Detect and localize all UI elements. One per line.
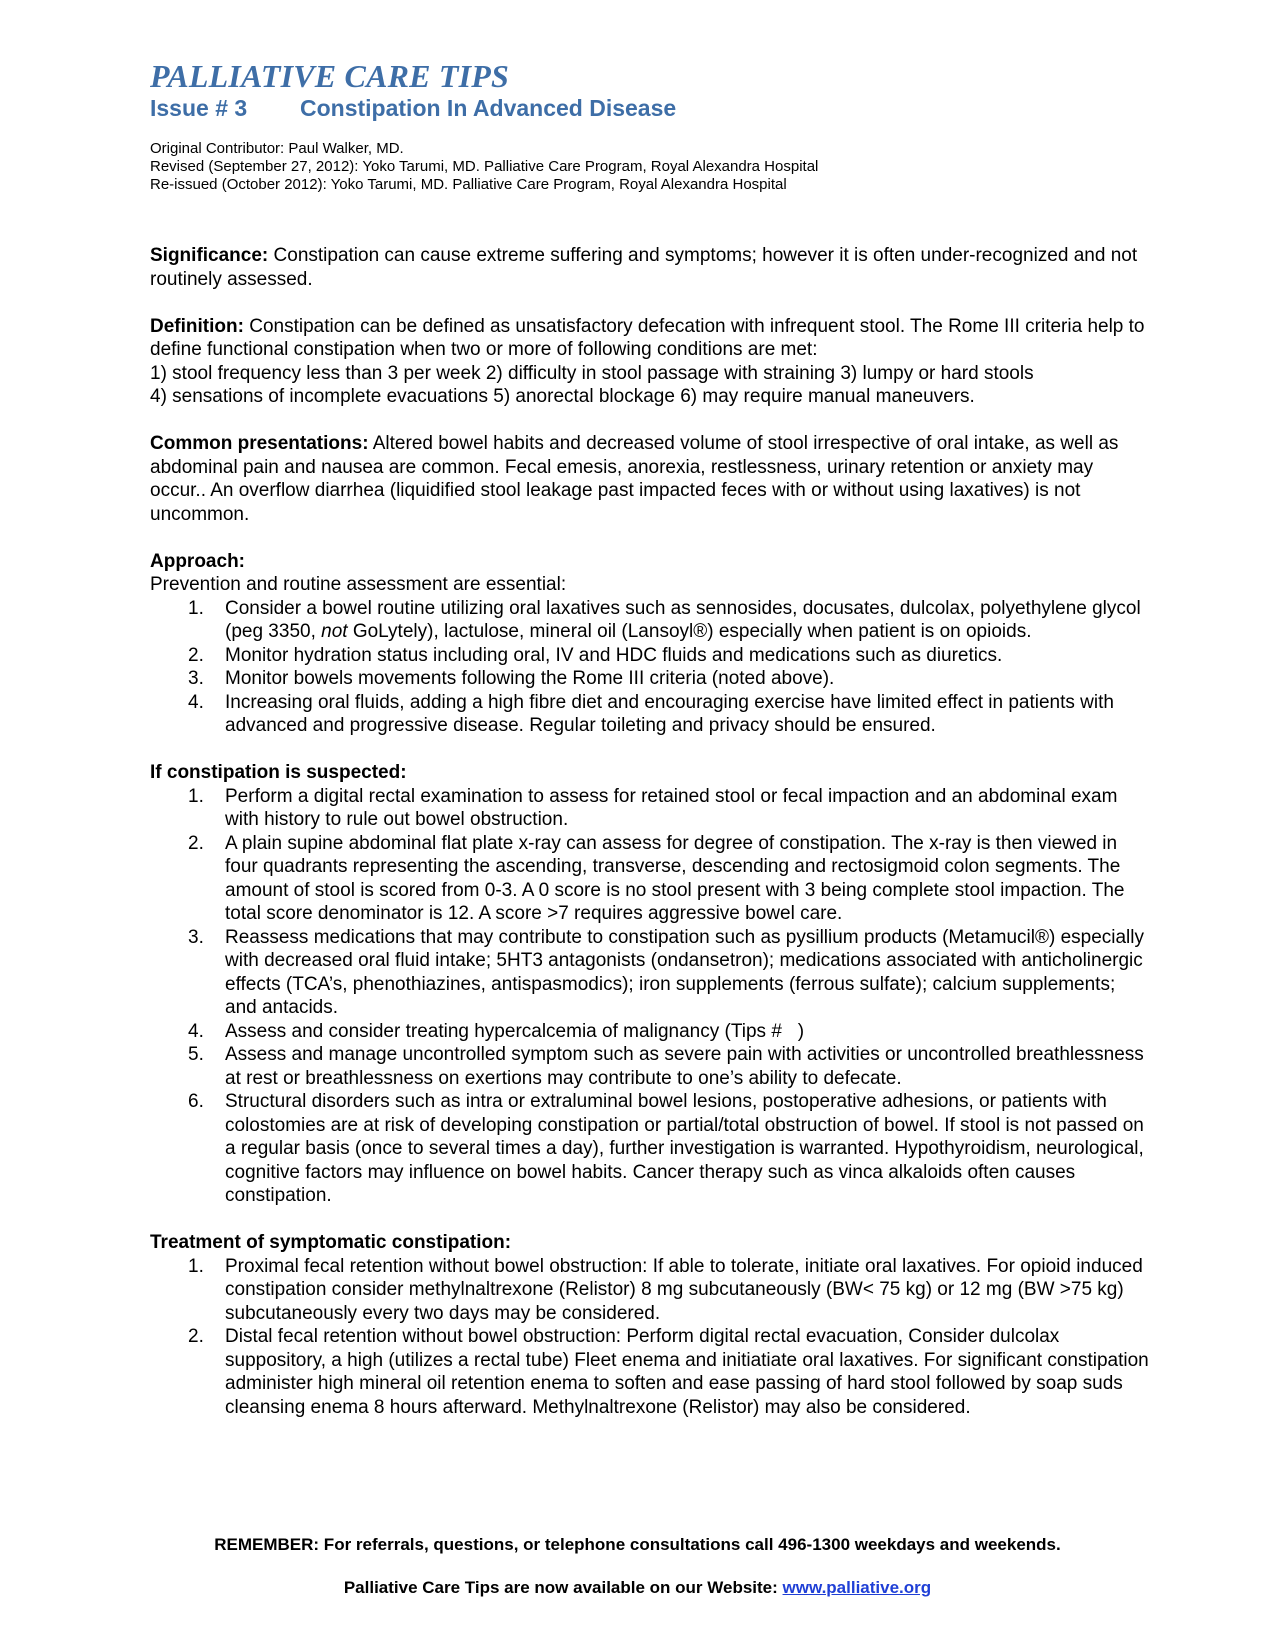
list-item-text: Proximal fecal retention without bowel obstruction: If able to tolerate, initiate oral laxatives. For opioid induced constipation consider methylnaltrexone (Relistor) 8 mg subcutaneously (BW< 75 kg) or 12 mg (BW >75 kg) subcutaneously every two days may be considered. (225, 1255, 1143, 1324)
definition-criteria-line-1: 1) stool frequency less than 3 per week 2) difficulty in stool passage with straining 3) lumpy or hard stools (150, 362, 1034, 384)
list-item (150, 785, 1150, 832)
definition-paragraph (150, 315, 1150, 409)
original-contributor: Original Contributor: Paul Walker, MD. (150, 140, 404, 157)
list-item-number: 2. (188, 1326, 204, 1347)
list-item (150, 644, 1150, 668)
website-text: Palliative Care Tips are now available on our Website: (343, 1578, 783, 1597)
list-item (150, 1325, 1150, 1419)
list-item-text: Perform a digital rectal examination to assess for retained stool or fecal impaction and an abdominal exam with history to rule out bowel obstruction. (225, 785, 1118, 830)
list-item (150, 691, 1150, 738)
treatment-section (150, 1231, 1150, 1419)
definition-criteria-line-2: 4) sensations of incomplete evacuations 5) anorectal blockage 6) may require manual maneuvers. (150, 386, 975, 407)
approach-list (150, 597, 1150, 738)
definition-text: Constipation can be defined as unsatisfactory defecation with infrequent stool. The Rome III criteria help to define functional constipation when two or more of following conditions are met: (150, 315, 1145, 360)
approach-heading: Approach: (150, 550, 245, 572)
list-item-text: A plain supine abdominal flat plate x-ray can assess for degree of constipation. The x-ray is then viewed in four quadrants representing the ascending, transverse, descending and rectosigmoid colon segments. The amount of stool is scored from 0-3. A 0 score is no stool present with 3 being complete stool impaction. The total score denominator is 12. A score >7 requires aggressive bowel care. (225, 832, 1125, 924)
list-item-number: 4. (188, 691, 204, 713)
emphasis-text: not (321, 621, 348, 642)
website-link[interactable]: www.palliative.org (782, 1578, 932, 1597)
list-item (150, 1255, 1150, 1326)
approach-section (150, 550, 1150, 738)
list-item (150, 1020, 1150, 1044)
list-item-text: Monitor bowels movements following the Rome III criteria (noted above). (225, 668, 835, 689)
list-item-number: 2. (188, 832, 204, 854)
list-item-text: Increasing oral fluids, adding a high fibre diet and encouraging exercise have limited effect in patients with advanced and progressive disease. Regular toileting and privacy should be ensured. (225, 691, 1114, 736)
list-item-text: GoLytely), lactulose, mineral oil (Lansoyl®) especially when patient is on opioids. (347, 621, 1032, 642)
contributors-block (150, 140, 1150, 194)
list-item-text: Monitor hydration status including oral, IV and HDC fluids and medications such as diuretics. (225, 644, 1003, 666)
document-page (150, 58, 1150, 1419)
significance-paragraph (150, 244, 1150, 291)
reissued-line: Re-issued (October 2012): Yoko Tarumi, MD. Palliative Care Program, Royal Alexandra Hospital (150, 176, 787, 193)
significance-text: Constipation can cause extreme suffering and symptoms; however it is often under-recognized and not routinely assessed. (150, 245, 1138, 290)
website-footer (0, 1577, 1275, 1598)
list-item-text: Assess and consider treating hypercalcemia of malignancy (Tips # ) (225, 1020, 805, 1042)
issue-title: Constipation In Advanced Disease (300, 95, 677, 121)
list-item-number: 5. (188, 1044, 204, 1065)
brand-title: PALLIATIVE CARE TIPS (150, 58, 510, 94)
approach-intro: Prevention and routine assessment are essential: (150, 574, 567, 595)
list-item-number: 2. (188, 644, 204, 666)
list-item-number: 3. (188, 668, 204, 689)
list-item-text: Assess and manage uncontrolled symptom such as severe pain with activities or uncontrolled breathlessness at rest or breathlessness on exertions may contribute to one’s ability to defecate. (225, 1044, 1144, 1089)
list-item (150, 1043, 1150, 1090)
list-item-text: Consider a bowel routine utilizing oral laxatives such as sennosides, docusates, dulcolax, polyethylene glycol (peg 3350, (225, 597, 1141, 642)
treatment-list (150, 1255, 1150, 1420)
list-item (150, 832, 1150, 926)
issue-heading (150, 94, 1150, 122)
remember-notice: REMEMBER: For referrals, questions, or telephone consultations call 496-1300 weekdays and weekends. (214, 1535, 1061, 1554)
presentations-paragraph (150, 432, 1150, 526)
list-item-number: 1. (188, 785, 204, 807)
list-item-number: 1. (188, 597, 204, 619)
list-item-text: Structural disorders such as intra or extraluminal bowel lesions, postoperative adhesions, or patients with colostomies are at risk of developing constipation or partial/total obstruction of bowel. If stool is not passed on a regular basis (once to several times a day), further investigation is warranted. Hypothyroidism, neurological, cognitive factors may influence on bowel habits. Cancer therapy such as vinca alkaloids often causes constipation. (225, 1091, 1144, 1206)
list-item-number: 6. (188, 1091, 204, 1112)
list-item (150, 1090, 1150, 1208)
issue-number: Issue # 3 (150, 95, 248, 121)
list-item-text: Distal fecal retention without bowel obstruction: Perform digital rectal evacuation, Consider dulcolax suppository, a high (utilizes a rectal tube) Fleet enema and initiatiate oral laxatives. For significant constipation administer high mineral oil retention enema to soften and ease passing of hard stool followed by soap suds cleansing enema 8 hours afterward. Methylnaltrexone (Relistor) may also be considered. (225, 1326, 1149, 1418)
presentations-text: Altered bowel habits and decreased volume of stool irrespective of oral intake, as well as abdominal pain and nausea are common. Fecal emesis, anorexia, restlessness, urinary retention or anxiety may occur.. An overflow diarrhea (liquidified stool leakage past impacted feces with or without using laxatives) is not uncommon. (150, 433, 1119, 525)
list-item (150, 667, 1150, 691)
list-item (150, 597, 1150, 644)
suspected-section (150, 761, 1150, 1208)
presentations-label: Common presentations: (150, 433, 369, 454)
suspected-list (150, 785, 1150, 1208)
definition-label: Definition: (150, 315, 244, 337)
treatment-heading: Treatment of symptomatic constipation: (150, 1232, 512, 1253)
list-item-number: 4. (188, 1020, 204, 1042)
list-item-text: Reassess medications that may contribute to constipation such as pysillium products (Metamucil®) especially with decreased oral fluid intake; 5HT3 antagonists (ondansetron); medications associated with anticholinergic effects (TCA’s, phenothiazines, antispasmodics); iron supplements (ferrous sulfate); calcium supplements; and antacids. (225, 926, 1145, 1018)
list-item-number: 1. (188, 1255, 204, 1277)
list-item (150, 926, 1150, 1020)
revised-line: Revised (September 27, 2012): Yoko Tarumi, MD. Palliative Care Program, Royal Alexandra Hospital (150, 158, 819, 175)
document-body (150, 244, 1150, 1419)
significance-label: Significance: (150, 245, 269, 266)
list-item-number: 3. (188, 926, 204, 948)
suspected-heading: If constipation is suspected: (150, 762, 407, 783)
